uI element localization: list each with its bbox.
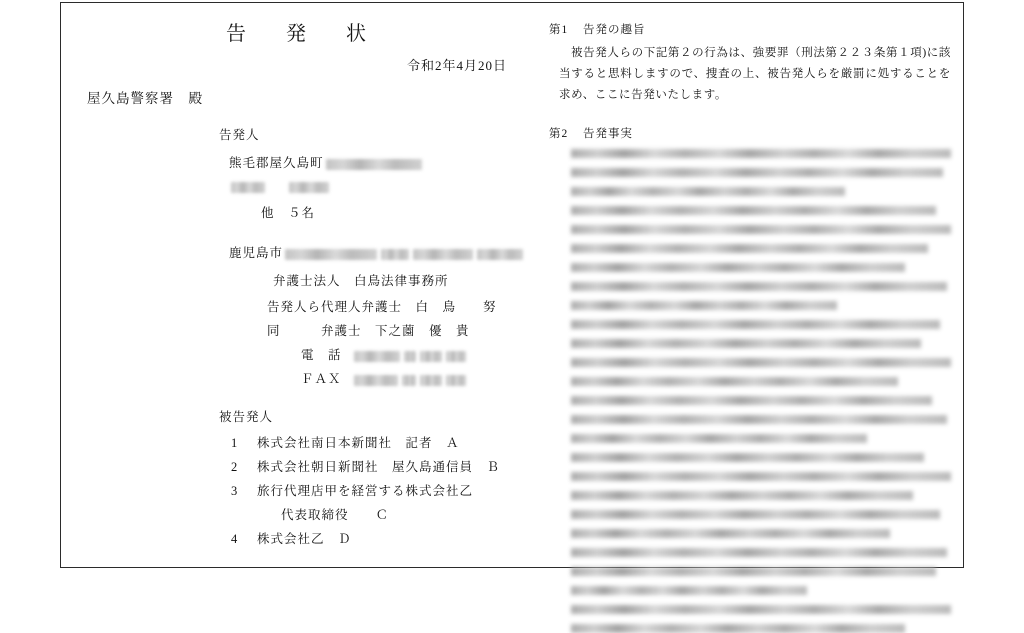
- redacted-text-line: [571, 282, 947, 291]
- accused-item-text: 旅行代理店甲を経営する株式会社乙: [257, 484, 474, 498]
- accused-item: [231, 529, 352, 547]
- complainant-others: 他 ５名: [261, 206, 316, 220]
- redacted-text-line: [571, 453, 924, 462]
- redacted-text-line: [571, 396, 932, 405]
- section-1-heading: [549, 21, 646, 37]
- agent-address-prefix: 鹿児島市: [229, 246, 284, 260]
- redaction-bar: [413, 249, 473, 260]
- redacted-text-line: [571, 225, 951, 234]
- redacted-text-line: [571, 586, 807, 595]
- redacted-text-line: [571, 149, 951, 158]
- redacted-text-line: [571, 168, 943, 177]
- section-1-body-text: 被告発人らの下記第２の行為は、強要罪（刑法第２２３条第１項)に該当すると思料しますので、捜査の上、被告発人らを厳罰に処することを求め、ここに告発いたします。: [559, 47, 951, 101]
- redaction-bar: [354, 375, 398, 386]
- accused-item-number: 2: [231, 460, 239, 474]
- redaction-bar: [381, 249, 409, 260]
- redaction-bar: [326, 159, 422, 170]
- fax-line: [301, 369, 468, 387]
- section-1-number: 第1: [549, 24, 569, 36]
- redacted-text-line: [571, 434, 867, 443]
- redacted-text-line: [571, 510, 940, 519]
- redaction-bar: [404, 351, 416, 362]
- page-title: 告 発 状: [226, 23, 376, 45]
- complainant-address-line: [229, 153, 424, 171]
- document-date: 令和2年4月20日: [406, 58, 507, 73]
- redaction-bar: [285, 249, 377, 260]
- accused-item: [231, 433, 460, 451]
- redacted-text-line: [571, 624, 905, 633]
- section-2-number: 第2: [549, 128, 569, 140]
- redaction-bar: [420, 375, 442, 386]
- accused-item-number: 3: [231, 484, 239, 498]
- redacted-text-line: [571, 472, 951, 481]
- accused-item: [231, 505, 389, 523]
- section-1-title: 告発の趣旨: [583, 24, 646, 36]
- accused-item: [231, 457, 500, 475]
- redacted-text-line: [571, 301, 837, 310]
- redaction-bar: [354, 351, 400, 362]
- redacted-text-line: [571, 358, 951, 367]
- document-right-column: [537, 3, 963, 569]
- redacted-text-line: [571, 320, 940, 329]
- telephone-label: 電 話: [301, 348, 342, 362]
- redacted-text-line: [571, 529, 890, 538]
- redacted-text-line: [571, 548, 947, 557]
- accused-label: 被告発人: [219, 410, 274, 424]
- redacted-text-line: [571, 187, 845, 196]
- fax-label: ＦＡＸ: [301, 372, 342, 386]
- accused-item: [231, 481, 473, 499]
- section-1-body: [559, 43, 951, 106]
- redaction-bar: [420, 351, 442, 362]
- redaction-bar: [446, 351, 466, 362]
- complainant-address-prefix: 熊毛郡屋久島町: [229, 156, 324, 170]
- accused-item-text: 株式会社南日本新聞社 記者 Ａ: [257, 436, 460, 450]
- document-left-column: [61, 3, 531, 569]
- redaction-bar: [402, 375, 416, 386]
- redacted-body-block: [571, 149, 951, 563]
- redacted-text-line: [571, 491, 913, 500]
- attorney-secondary: 同 弁護士 下之薗 優 貴: [267, 324, 470, 338]
- section-2-title: 告発事実: [583, 128, 633, 140]
- redaction-bar: [289, 182, 329, 193]
- accused-item-text: 株式会社乙 Ｄ: [257, 532, 352, 546]
- complainant-name-line: [229, 179, 331, 194]
- addressee: 屋久島警察署 殿: [87, 91, 203, 106]
- accused-item-text: 株式会社朝日新聞社 屋久島通信員 Ｂ: [257, 460, 501, 474]
- redacted-text-line: [571, 415, 947, 424]
- redacted-text-line: [571, 567, 936, 576]
- scanned-document-sheet: [60, 2, 964, 568]
- redacted-text-line: [571, 377, 898, 386]
- accused-item-number: 4: [231, 532, 239, 546]
- complainant-label: 告発人: [219, 128, 260, 142]
- accused-item-number: 1: [231, 436, 239, 450]
- redaction-bar: [446, 375, 466, 386]
- redaction-bar: [231, 182, 265, 193]
- redacted-text-line: [571, 206, 936, 215]
- section-2-heading: [549, 125, 633, 141]
- redacted-text-line: [571, 339, 921, 348]
- attorney-primary: 告発人ら代理人弁護士 白 鳥 努: [267, 300, 497, 314]
- telephone-line: [301, 345, 468, 363]
- accused-item-text: 代表取締役 Ｃ: [281, 508, 390, 522]
- law-firm-name: 弁護士法人 白鳥法律事務所: [273, 274, 449, 288]
- redacted-text-line: [571, 263, 905, 272]
- redacted-text-line: [571, 605, 951, 614]
- agent-address-line: [229, 243, 525, 261]
- redacted-text-line: [571, 244, 928, 253]
- redaction-bar: [477, 249, 523, 260]
